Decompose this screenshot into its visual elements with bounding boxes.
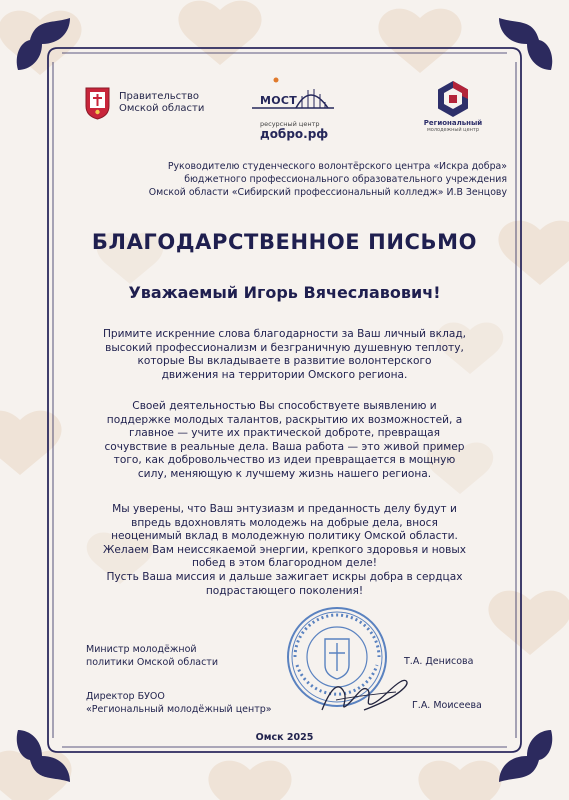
addressee-block bbox=[100, 160, 507, 199]
place-and-date: Омск 2025 bbox=[255, 732, 314, 743]
paragraph-3 bbox=[72, 503, 497, 598]
document-title: БЛАГОДАРСТВЕННОЕ ПИСЬМО bbox=[91, 230, 478, 254]
most-word: МОСТ bbox=[260, 94, 298, 107]
greeting: Уважаемый Игорь Вячеславович! bbox=[128, 283, 441, 302]
rmc-subtitle: молодежный центр bbox=[426, 127, 479, 133]
regional-youth-center-logo bbox=[418, 80, 488, 133]
rmc-title: Региональный bbox=[423, 119, 483, 127]
minister-name: Т.А. Денисова bbox=[404, 656, 474, 667]
text-line: Своей деятельностью Вы способствуете выявлению и bbox=[132, 400, 437, 412]
text-line: которые Вы вкладываете в развитие волонтерского bbox=[137, 355, 432, 368]
text-line: впредь вдохновлять молодежь на добрые дела, внося bbox=[131, 516, 438, 529]
most-logo bbox=[252, 76, 334, 144]
text-line: сочувствие в реальные дела. Ваша работа — это живой пример bbox=[104, 440, 465, 453]
hexagon-logo-icon bbox=[436, 80, 470, 118]
gov-logo-line2: Омской области bbox=[119, 103, 205, 114]
government-logo bbox=[84, 86, 204, 120]
text-line: подрастающего поколения! bbox=[205, 584, 364, 597]
signature-icon bbox=[316, 670, 416, 718]
minister-title-line: политики Омской области bbox=[86, 657, 219, 668]
text-line: Примите искренние слова благодарности за Ваш личный вклад, bbox=[102, 328, 467, 340]
corner-ornament-top-right bbox=[499, 18, 552, 70]
text-line: того, как добровольчество из идеи превращается в мощную bbox=[113, 454, 456, 467]
addressee-line: Омской области «Сибирский профессиональный колледж» И.В Зенцову bbox=[148, 187, 507, 198]
text-line: движения на территории Омского региона. bbox=[161, 368, 408, 381]
director-title-line: «Региональный молодёжный центр» bbox=[86, 704, 272, 715]
addressee-line: Руководителю студенческого волонтёрского центра «Искра добра» bbox=[167, 161, 507, 172]
text-line: побед в этом благородном деле! bbox=[191, 557, 378, 570]
director-title-line: Директор БУОО bbox=[86, 691, 165, 702]
text-line: высокий профессионализм и безграничную душевную теплоту, bbox=[105, 341, 464, 354]
paragraph-1 bbox=[72, 328, 497, 382]
director-name: Г.А. Моисеева bbox=[412, 700, 482, 711]
paragraph-2 bbox=[72, 400, 497, 482]
gov-logo-line1: Правительство bbox=[119, 91, 199, 102]
text-line: Желаем Вам неиссякаемой энергии, крепкого здоровья и новых bbox=[103, 543, 466, 556]
minister-title bbox=[86, 643, 218, 669]
text-line: силу, меняющую к лучшему жизнь нашего региона. bbox=[137, 467, 432, 480]
dobro-wordmark: добро.рф bbox=[260, 127, 329, 141]
text-line: Пусть Ваша миссия и дальше зажигает искры добра в сердцах bbox=[106, 570, 463, 583]
text-line: поддержке молодых талантов, раскрытию их возможностей, а bbox=[106, 413, 463, 426]
minister-title-line: Министр молодёжной bbox=[86, 644, 197, 655]
most-caption: ресурсный центр bbox=[260, 120, 320, 128]
text-line: главное — учите их практической доброте, превращая bbox=[128, 427, 441, 440]
corner-ornament-top-left bbox=[17, 18, 70, 70]
director-title bbox=[86, 690, 272, 716]
text-line: неоценимый вклад в молодежную политику Омской области. bbox=[111, 530, 458, 543]
addressee-line: бюджетного профессионального образовательного учреждения bbox=[184, 174, 507, 185]
omsk-crest-icon bbox=[84, 86, 111, 120]
text-line: Мы уверены, что Ваш энтузиазм и преданность делу будут и bbox=[112, 503, 457, 515]
